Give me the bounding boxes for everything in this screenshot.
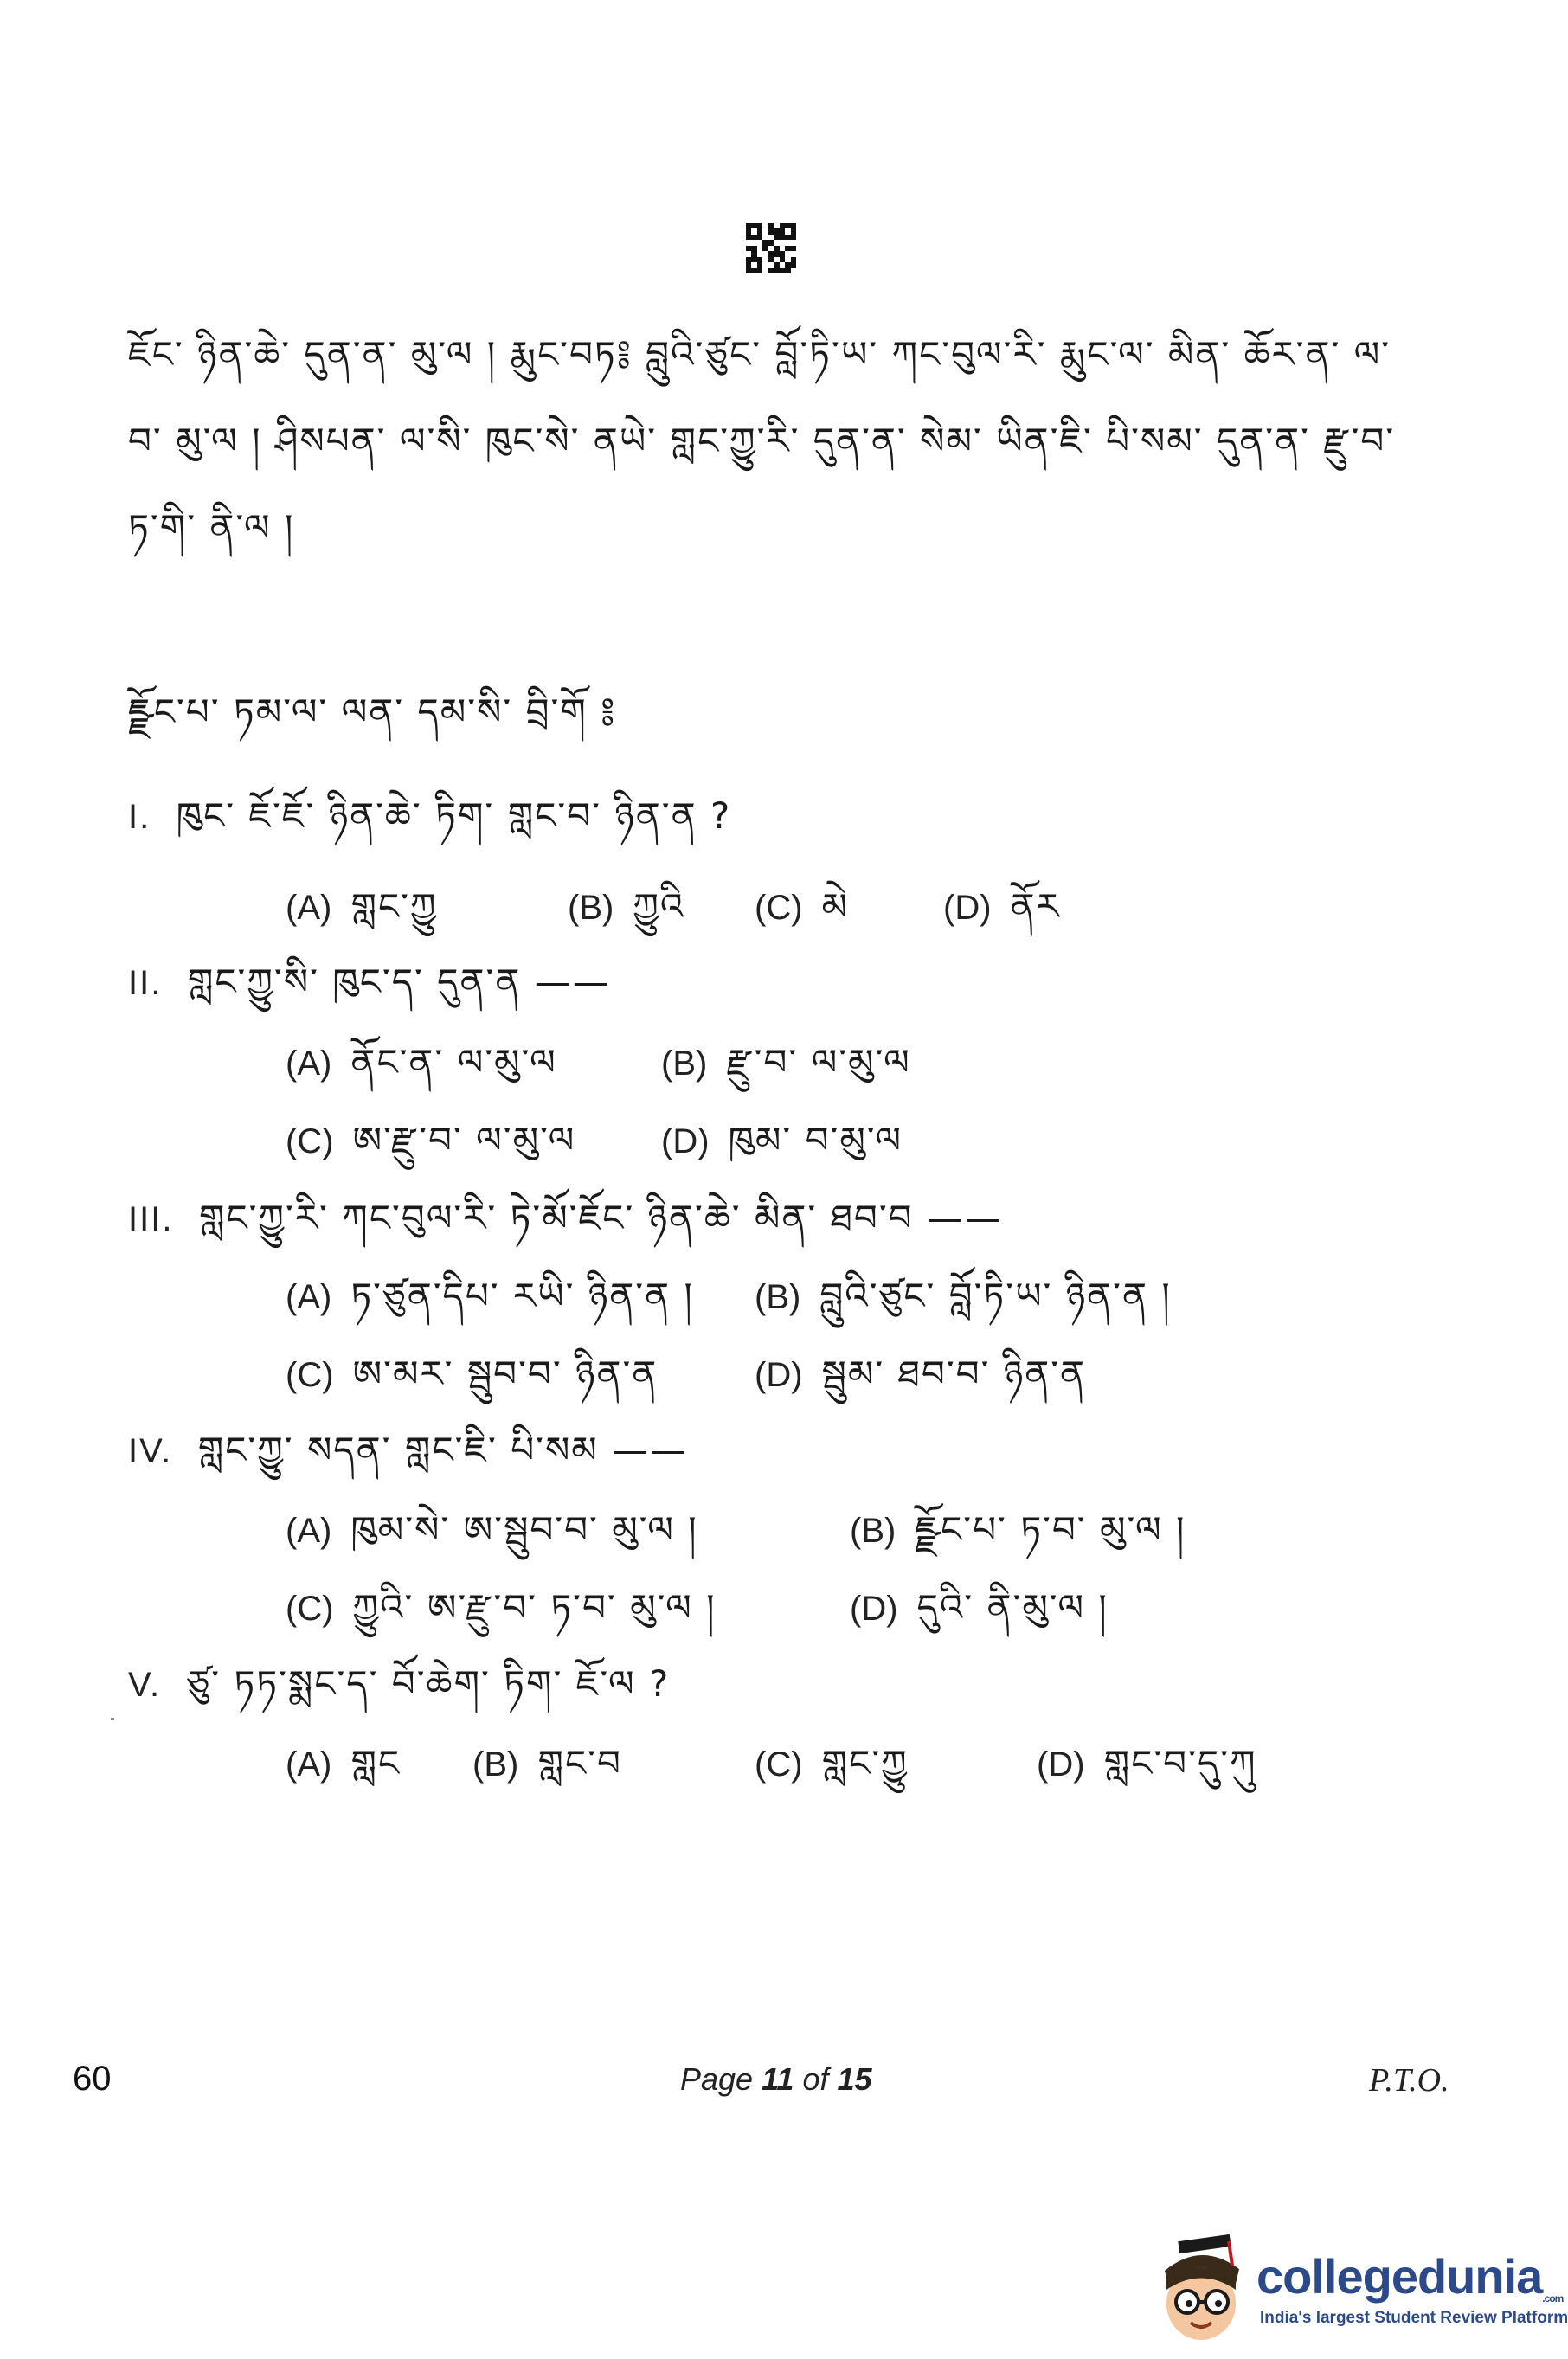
option-label: (A) [286,889,332,927]
option-text: ཁུམ་སེ་ ཨ་སྦུབ་བ་ མུ་ལ ། [350,1508,698,1551]
option-label: (C) [286,1356,334,1394]
option-label: (A) [286,1278,332,1316]
option-text: དུའི་ ནི་མུ་ལ ། [916,1586,1109,1629]
page-of: of [794,2061,838,2097]
option-c [755,865,849,968]
option-label: (D) [943,889,992,927]
passage [128,312,1478,571]
page-total: 15 [837,2061,872,2097]
passage-line: ཇོང་ ཉིན་ཆེ་ དུན་ན་ མུ་ལ ། རྨུང་བཏ༔ བླུའི་ཙུང་ བློ་ཏི་ཡ་ ཀང་བུལ་རི་ རྨུང་ལ་ མིན་ ཆོར་ན་ ལ་ [128,333,1391,376]
option-text: གླང་ཀྱུ [821,1742,909,1784]
question-number: V. [128,1666,162,1704]
brand-suffix: .com [1542,2292,1564,2304]
mascot-icon [1149,2236,1253,2349]
option-label: (A) [286,1745,332,1784]
option-text: ནོར [1010,885,1061,928]
option-text: རྫུ་བ་ ལ་མུ་ལ [726,1041,911,1083]
question-text: གླང་ཀྱུ་སི་ ཁུང་ད་ དུན་ན —— [187,961,611,1003]
option-text: བླུའི་ཙུང་ བློ་ཏི་ཡ་ ཉིན་ན ། [819,1275,1172,1317]
question-number: III. [128,1200,174,1238]
paper-code: 60 [73,2060,112,2098]
option-label: (C) [755,1745,803,1784]
page-prefix: Page [680,2061,762,2097]
option-label: (A) [286,1512,332,1550]
option-text: ཁུམ་ བ་མུ་ལ [728,1119,903,1161]
option-a [286,1722,401,1825]
option-d [755,1333,1086,1436]
pto-label: P.T.O. [1369,2062,1449,2099]
option-label: (D) [1037,1745,1085,1784]
option-text: ཏ་ཙུན་དིཔ་ རཡི་ ཉིན་ན ། [350,1275,694,1317]
question-1 [128,775,731,877]
option-d [850,1566,1109,1669]
option-text: གླང་ཀྱུ [350,885,438,928]
option-label: (B) [472,1745,519,1784]
option-text: སྦུམ་ ཐབ་བ་ ཉིན་ན [821,1353,1087,1395]
question-number: IV. [128,1432,173,1470]
passage-line: ཏ་གི་ ནི་ལ ། [128,506,295,549]
question-text: གླང་ཀྱུ་ སདན་ གླང་ཇི་ པི་སམ —— [197,1429,689,1471]
option-text: མེ [821,885,850,928]
option-label: (C) [286,1590,334,1628]
option-label: (A) [286,1045,332,1083]
instruction: ཇྫོང་པ་ ཏམ་ལ་ ལན་ དམ་སི་ བྲི་གོ ༔ [128,691,617,733]
option-text: ཀྱུའི་ ཨ་རྫུ་བ་ ཏ་བ་ མུ་ལ ། [352,1586,717,1629]
option-text: ཨ་རྫུ་བ་ ལ་མུ་ལ [352,1119,576,1161]
option-text: གླང་བ [537,1742,622,1784]
option-text: གླང་བ་དུ་ཀུ [1103,1742,1257,1784]
option-label: (B) [568,889,614,927]
question-text: ཁུང་ ཇོ་ཇོ་ ཉིན་ཆེ་ ཏིག་ གླང་བ་ ཉིན་ན ? [176,794,732,837]
option-d [1037,1722,1257,1825]
option-label: (C) [755,889,803,927]
option-label: (D) [755,1356,803,1394]
passage-line: བ་ མུ་ལ ། ཤིསཔན་ ལ་སི་ ཁུང་སེ་ ནཡེ་ གླང་ཀྱུ་རི་ དུན་ན་ སེམ་ ཡིན་ཇི་ པི་སམ་ དུན་ན་ རྫུ་བ་ [128,420,1396,462]
option-label: (B) [755,1278,801,1316]
qr-code-icon [746,223,796,273]
option-label: (D) [661,1122,710,1160]
option-label: (C) [286,1122,334,1160]
option-b [472,1722,622,1825]
option-text: ཀྱུའི [633,885,685,928]
option-label: (B) [850,1512,896,1550]
option-c [755,1722,909,1825]
page-indicator [680,2061,872,2098]
option-d [943,865,1061,968]
question-number: II. [128,964,163,1002]
question-number: I. [128,798,151,836]
brand-tagline: India's largest Student Review Platform [1260,2309,1568,2327]
page-current: 11 [762,2061,794,2097]
brand-text: collegedunia [1256,2249,1543,2304]
stray-mark [111,1718,114,1720]
question-text: ཙུ་ ཏཏ་སྨང་ད་ བོ་ཆེག་ ཏིག་ ཇོ་ལ ? [186,1662,671,1705]
collegedunia-logo [1142,2229,1568,2350]
question-text: གླང་ཀྱུ་རི་ ཀང་བུལ་རི་ ཏེ་མོ་ཇོང་ ཉིན་ཆེ་ མིན་ ཐབ་བ —— [198,1197,1003,1239]
option-text: ཇྫོང་པ་ ཏ་བ་ མུ་ལ ། [915,1508,1186,1551]
option-label: (B) [661,1045,708,1083]
option-text: ནོང་ན་ ལ་མུ་ལ [350,1041,557,1083]
option-label: (D) [850,1590,898,1628]
option-text: ཨ་མར་ སྦུབ་བ་ ཉིན་ན [352,1353,659,1395]
brand-name [1256,2248,1563,2304]
option-text: གླང [350,1742,402,1784]
